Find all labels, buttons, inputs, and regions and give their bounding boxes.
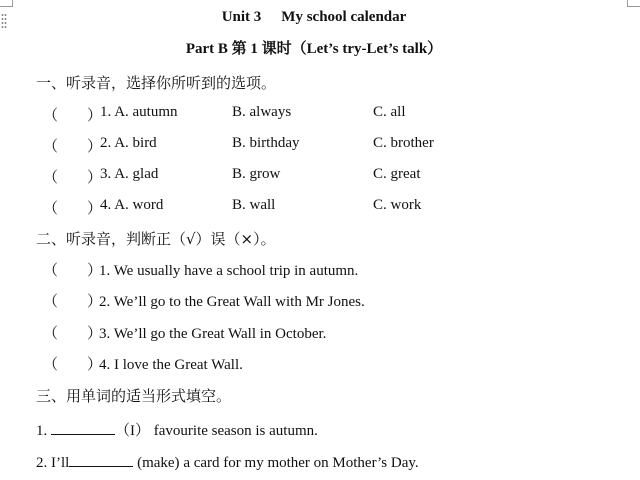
answer-blank[interactable]: （ ） — [43, 326, 103, 342]
answer-blank[interactable]: （ ） — [43, 108, 103, 124]
section2-heading: 二、听录音，判断正（√）误（×）。 — [36, 230, 276, 248]
choice-question-1: （ ） 1. A. autumn B. always C. all — [43, 104, 406, 124]
answer-blank[interactable]: （ ） — [43, 201, 103, 217]
answer-blank[interactable]: （ ） — [43, 294, 103, 310]
true-false-question-3: （ ）3. We’ll go the Great Wall in October. — [43, 322, 326, 343]
answer-blank[interactable]: （ ） — [43, 263, 103, 279]
true-false-question-1: （ ）1. We usually have a school trip in autumn. — [43, 259, 358, 280]
document-subtitle: Part B 第 1 课时（Let’s try-Let’s talk） — [185, 41, 443, 57]
answer-blank[interactable]: （ ） — [43, 170, 103, 186]
section1-heading: 一、听录音，选择你所听到的选项。 — [36, 74, 277, 92]
fill-blank[interactable] — [69, 452, 133, 467]
page-corner-mark-right — [627, 0, 640, 7]
choice-question-3: （ ） 3. A. glad B. grow C. great — [43, 166, 421, 186]
fill-blank[interactable] — [51, 420, 115, 435]
fill-in-question-2: 2. I’ll (make) a card for my mother on Mother’s Day. — [36, 452, 419, 472]
true-false-question-4: （ ）4. I love the Great Wall. — [43, 353, 243, 374]
document-title: Unit 3 My school calendar — [221, 9, 407, 25]
answer-blank[interactable]: （ ） — [43, 139, 103, 155]
choice-question-2: （ ） 2. A. bird B. birthday C. brother — [43, 135, 434, 155]
answer-blank[interactable]: （ ） — [43, 357, 103, 373]
choice-question-4: （ ） 4. A. word B. wall C. work — [43, 197, 422, 217]
true-false-question-2: （ ）2. We’ll go to the Great Wall with Mr Jones. — [43, 290, 365, 311]
section3-heading: 三、用单词的适当形式填空。 — [36, 387, 232, 405]
fill-in-question-1: 1. （I） favourite season is autumn. — [36, 419, 318, 440]
page-corner-mark-left — [0, 0, 13, 7]
